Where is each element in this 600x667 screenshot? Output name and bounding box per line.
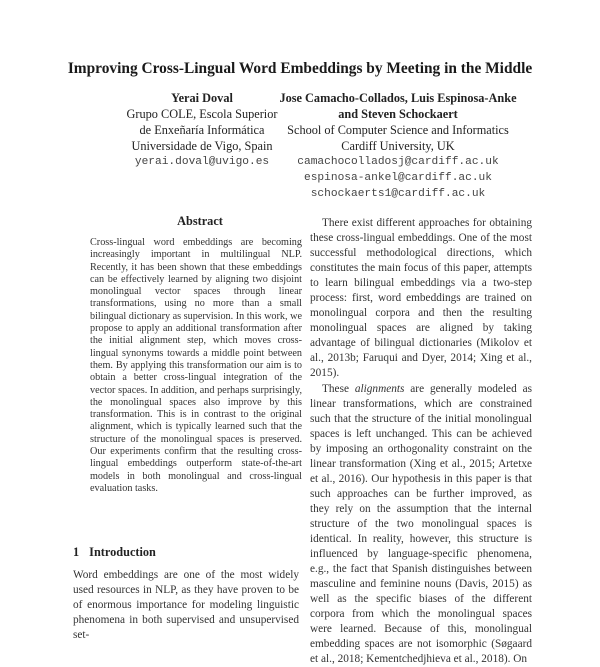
paragraph: [310, 382, 532, 667]
author-block-2: [278, 90, 518, 202]
abstract-heading: Abstract: [177, 214, 223, 228]
paragraph: There exist different approaches for obtaining these cross-lingual embeddings. One of the most successful methodological directions, which constitutes the main focus of this paper, attempts to learn bilingual embeddings via a two-step process: first, word embeddings are trained on monolingual corpora and then the resulting monolingual spaces are aligned by taking advantage of bilingual dictionaries (Mikolov et al., 2013b; Faruqui and Dyer, 2014; Xing et al., 2015).: [310, 217, 532, 380]
author-block-1: [122, 90, 282, 170]
author-email: yerai.doval@uvigo.es: [134, 156, 270, 168]
author-affiliation: Cardiff University, UK: [341, 139, 455, 153]
abstract-body: Cross-lingual word embeddings are becoming increasingly important in multilingual NLP. Recently, it has been shown that these embeddings can be effectively learned by aligning two disjoint monolingual vector spaces through linear transformations, using no more than a small bilingual dictionary as supervision. In this work, we propose to apply an additional transformation after the initial alignment step, which moves cross-lingual synonyms towards a middle point between them. By applying this transformation our aim is to obtain a better cross-lingual integration of the vector spaces. In addition, and perhaps surprisingly, the monolingual spaces also improve by this transformation. This is in contrast to the original alignment, which is typically learned such that the structure of the monolingual spaces is preserved. Our experiments confirm that the resulting cross-lingual embeddings outperform state-of-the-art models in both monolingual and cross-lingual evaluation tasks.: [90, 237, 302, 494]
paper-title: Improving Cross-Lingual Word Embeddings by Meeting in the Middle: [67, 60, 533, 77]
author-email: camachocolladosj@cardiff.ac.uk: [297, 156, 499, 168]
author-name: Jose Camacho-Collados, Luis Espinosa-Anke: [279, 91, 517, 105]
paragraph-text: These: [322, 382, 355, 395]
right-column: [310, 216, 532, 667]
author-affiliation: Universidade de Vigo, Spain: [131, 139, 273, 153]
author-name: Yerai Doval: [171, 91, 233, 105]
author-affiliation: School of Computer Science and Informatics: [287, 123, 509, 137]
emphasis-text: alignments: [354, 382, 405, 395]
author-affiliation: Grupo COLE, Escola Superior: [126, 107, 278, 121]
author-affiliation: de Enxeñaría Informática: [139, 123, 265, 137]
introduction-body: Word embeddings are one of the most widely used resources in NLP, as they have proven to be of enormous importance for modeling linguistic phenomena in both supervised and unsupervised set-: [73, 569, 299, 641]
section-number: 1: [73, 545, 80, 559]
paragraph-text: are generally modeled as linear transformations, which are constrained such that the structure of the initial monolingual spaces is left unchanged. This can be achieved by imposing an orthogonality constraint on the linear transformation (Xing et al., 2015; Artetxe et al., 2016). Our hypothesis in this paper is that such approaches can be further improved, as they rely on the assumption that the internal structure of the two monolingual spaces is identical. In reality, however, this structure is influenced by language-specific phenomena, e.g., the fact that Spanish distinguishes between masculine and feminine nouns (Davis, 2015) as well as the specific biases of the different corpora from which the monolingual spaces were learned. Because of this, monolingual embedding spaces are not isomorphic (Søgaard et al., 2018; Kementchedjhieva et al., 2018). On: [310, 382, 532, 666]
author-name-line2: and Steven Schockaert: [338, 107, 458, 121]
author-email: schockaerts1@cardiff.ac.uk: [310, 188, 486, 200]
section-heading-introduction: [73, 545, 156, 560]
author-email: espinosa-ankel@cardiff.ac.uk: [304, 172, 492, 184]
section-title: Introduction: [89, 545, 156, 559]
